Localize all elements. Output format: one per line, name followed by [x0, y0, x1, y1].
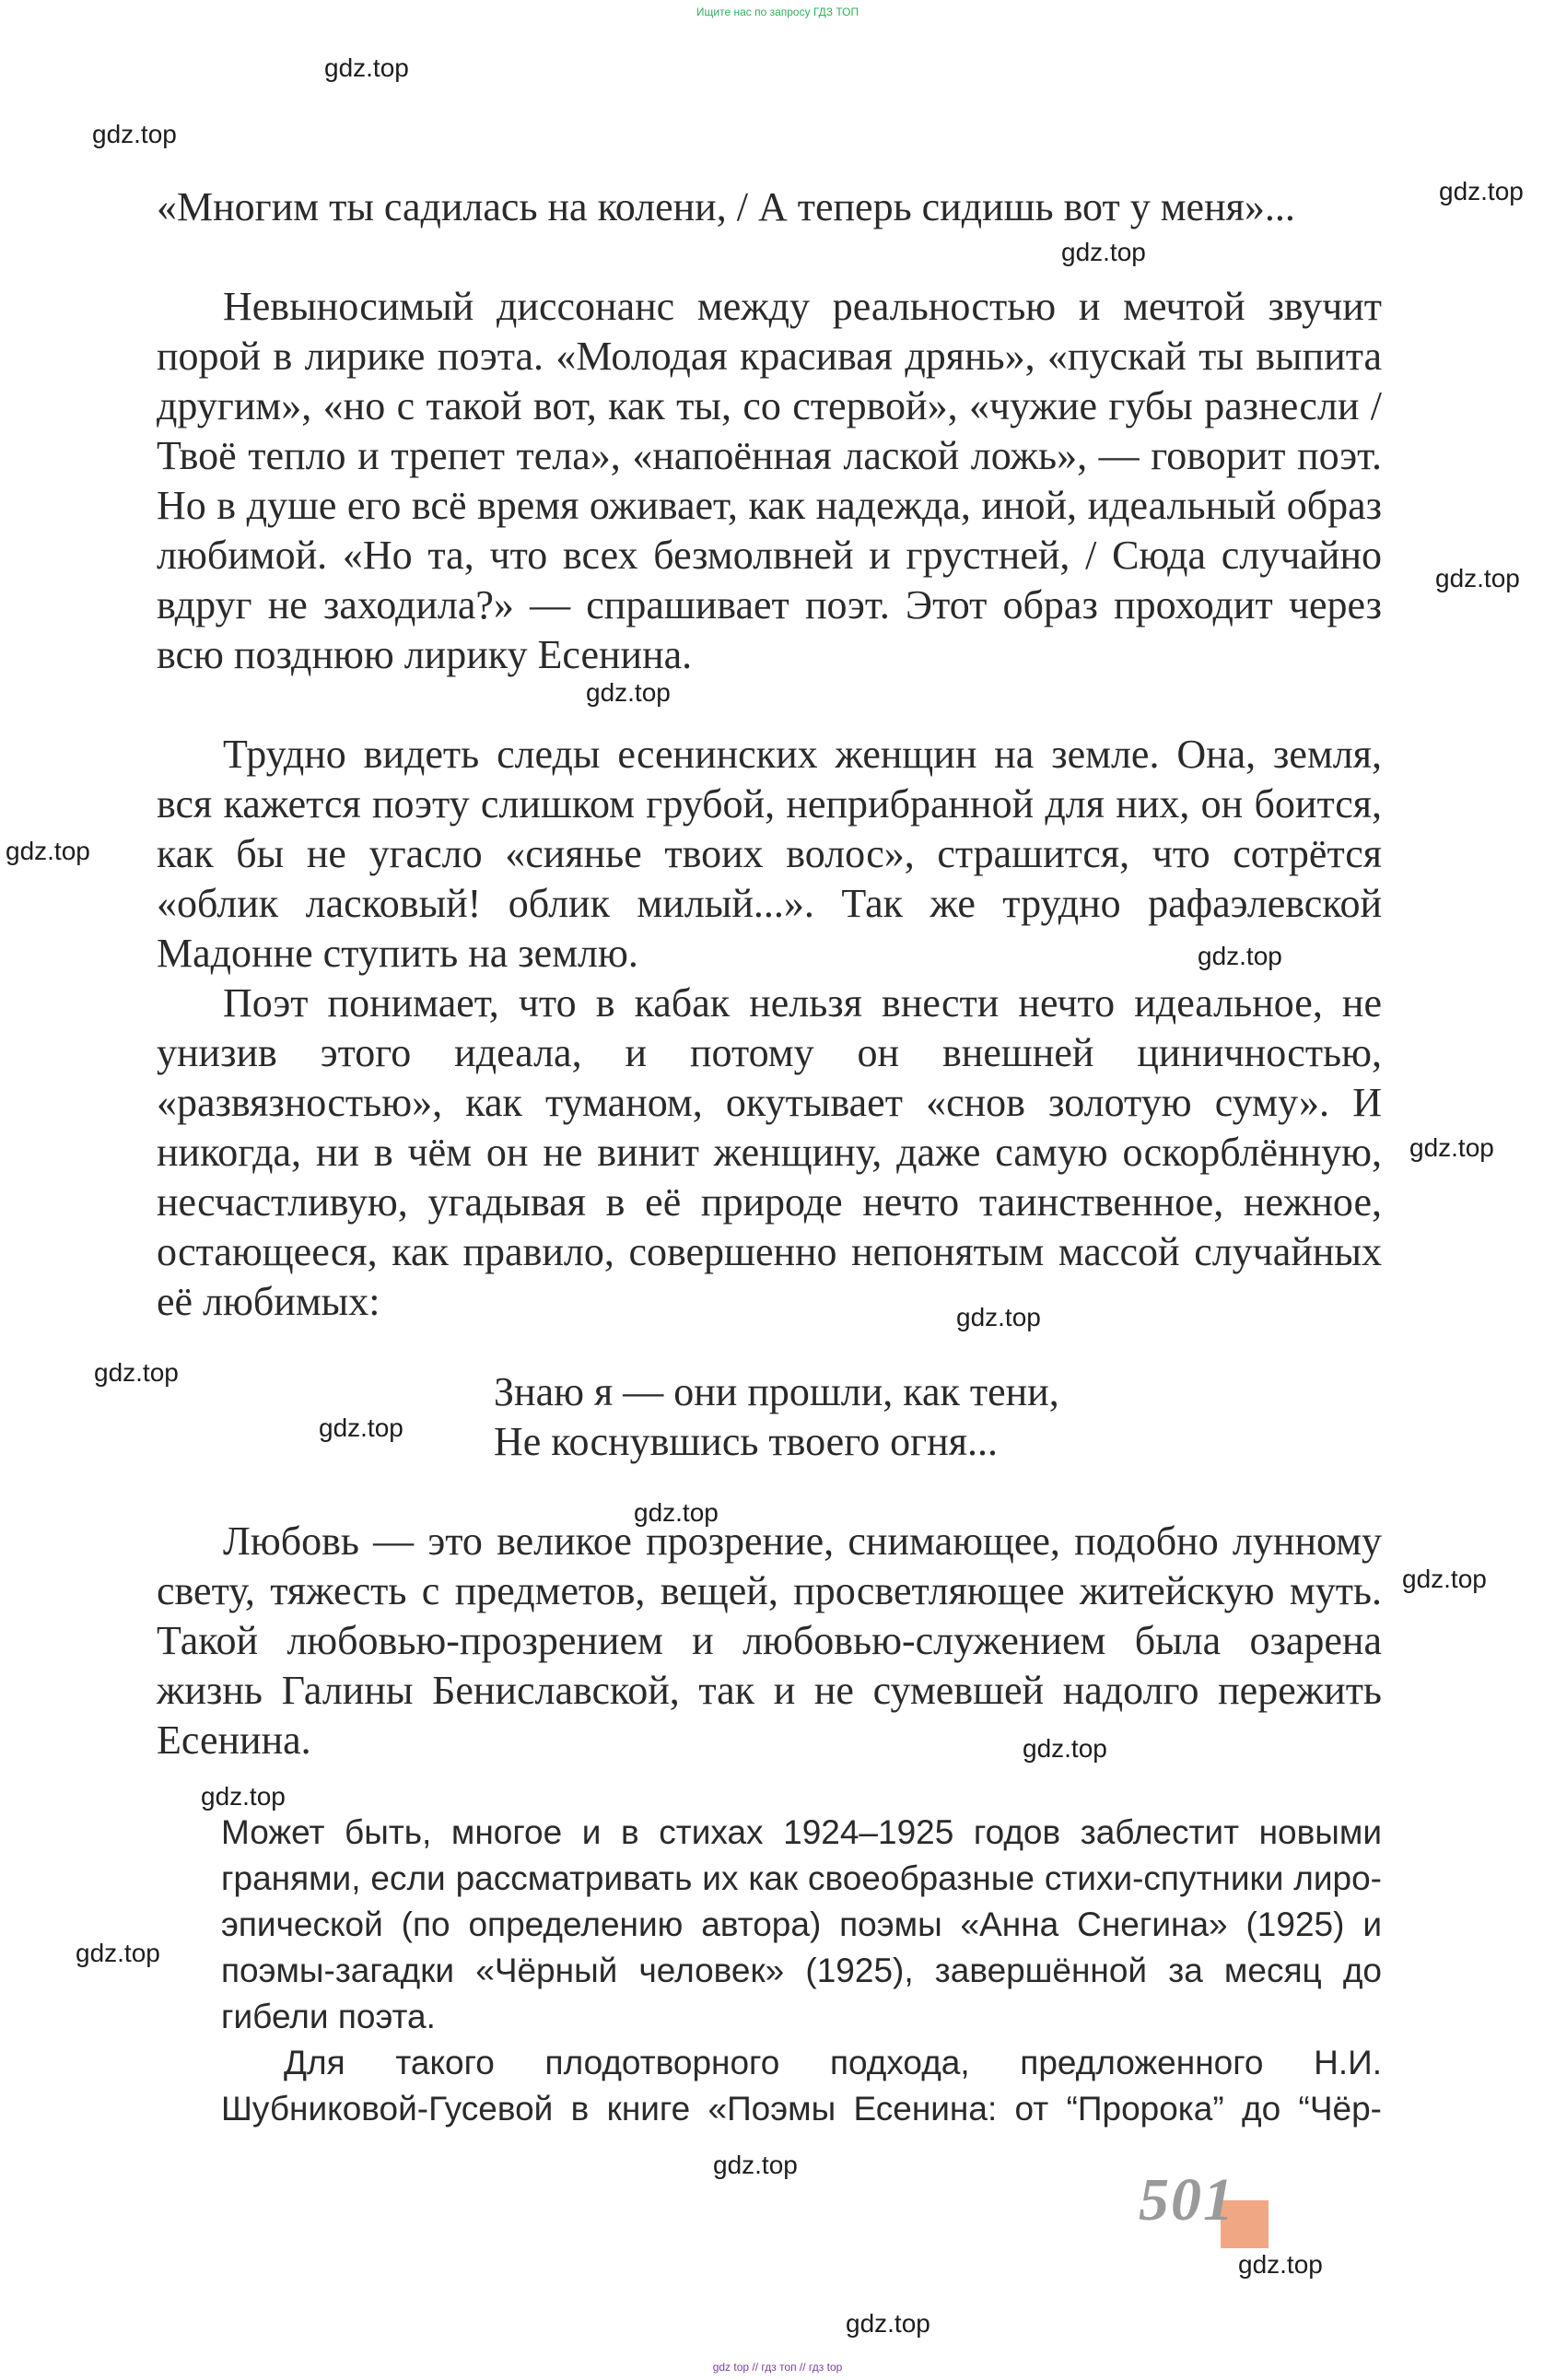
paragraph-2: Невыносимый диссонанс между реальностью и мечтой звучит порой в лирике поэта. «Молодая красивая дрянь», «пускай ты выпита другим», «но с такой вот, как ты, со стервой», «чужие губы разнесли / Твоё тепло и трепет тела», «напоённая лаской ложь», — говорит поэт. Но в душе его всё время оживает, как надежда, иной, идеальный образ любимой. «Но та, что всех безмолвней и грустней, / Сюда случайно вдруг не заходила?» — спрашивает поэт. Этот образ проходит через всю позднюю лирику Есенина.: [157, 284, 1382, 677]
watermark: gdz.top: [324, 53, 409, 82]
watermark: gdz.top: [713, 2151, 798, 2179]
watermark: gdz.top: [634, 1498, 719, 1527]
watermark: gdz.top: [92, 120, 177, 148]
paragraph-4: Поэт понимает, что в кабак нельзя внести нечто идеальное, не унизив этого идеала, и потому он внешней циничностью, «развязностью», как туманом, окутывает «снов золотую суму». И никогда, ни в чём он не винит женщину, даже самую оскорблённую, несчастливую, угадывая в её природе нечто таинственное, нежное, остающееся, как правило, совершенно непонятым массой случайных её любимых:: [157, 980, 1382, 1324]
watermark: gdz.top: [1402, 1565, 1487, 1593]
watermark: gdz.top: [94, 1358, 179, 1387]
watermark: gdz.top: [76, 1939, 160, 1967]
sans-paragraph-1: Может быть, многое и в стихах 1924–1925 годов заблестит новыми гранями, если рассматривать их как своеобразные стихи-спутники лиро-эпической (по определению автора) поэмы «Анна Снегина» (1925) и поэмы-загадки «Чёрный человек» (1925), завершённой за месяц до гибели поэта.: [221, 1813, 1382, 2035]
watermark: gdz.top: [586, 678, 671, 707]
watermark: gdz.top: [1439, 177, 1524, 205]
paragraph-3: Трудно видеть следы есенинских женщин на земле. Она, земля, вся кажется поэту слишком грубой, неприбранной для них, он боится, как бы не угасло «сиянье твоих волос», страшится, что сотрётся «облик ласковый! облик милый...». Так же трудно рафаэлевской Мадонне ступить на землю.: [157, 732, 1382, 976]
verse-line-1: Знаю я — они прошли, как тени,: [494, 1369, 1059, 1414]
verse-line-2: Не коснувшись твоего огня...: [494, 1419, 998, 1464]
watermark: gdz.top: [956, 1303, 1041, 1331]
watermark: gdz.top: [319, 1413, 403, 1442]
paragraph-5: Любовь — это великое прозрение, снимающее, подобно лунному свету, тяжесть с предметов, вещей, просветляющее житейскую муть. Такой любовью-прозрением и любовью-служением была озарена жизнь Галины Бениславской, так и не сумевшей надолго пережить Есенина.: [157, 1518, 1382, 1763]
watermark: gdz.top: [1238, 2250, 1323, 2279]
top-banner: Ищите нас по запросу ГДЗ ТОП: [696, 6, 859, 18]
watermark: gdz.top: [6, 837, 90, 865]
watermark: gdz.top: [1409, 1133, 1494, 1162]
watermark: gdz.top: [1023, 1734, 1107, 1763]
page-number: 501: [1139, 2166, 1235, 2233]
sans-paragraph-2: Для такого плодотворного подхода, предложенного Н.И. Шубниковой-Гусевой в книге «Поэмы Есенина: от “Пророка” до “Чёр-: [221, 2044, 1382, 2128]
watermark: gdz.top: [1061, 238, 1146, 266]
bottom-banner: gdz top // гдз топ // гдз top: [712, 2361, 843, 2374]
watermark: gdz.top: [846, 2309, 930, 2338]
verse-quote: [494, 1367, 1323, 1467]
paragraph-1: «Многим ты садилась на колени, / А теперь сидишь вот у меня»...: [157, 184, 1295, 229]
watermark: gdz.top: [201, 1782, 286, 1811]
watermark: gdz.top: [1435, 564, 1520, 592]
watermark: gdz.top: [1198, 942, 1282, 970]
